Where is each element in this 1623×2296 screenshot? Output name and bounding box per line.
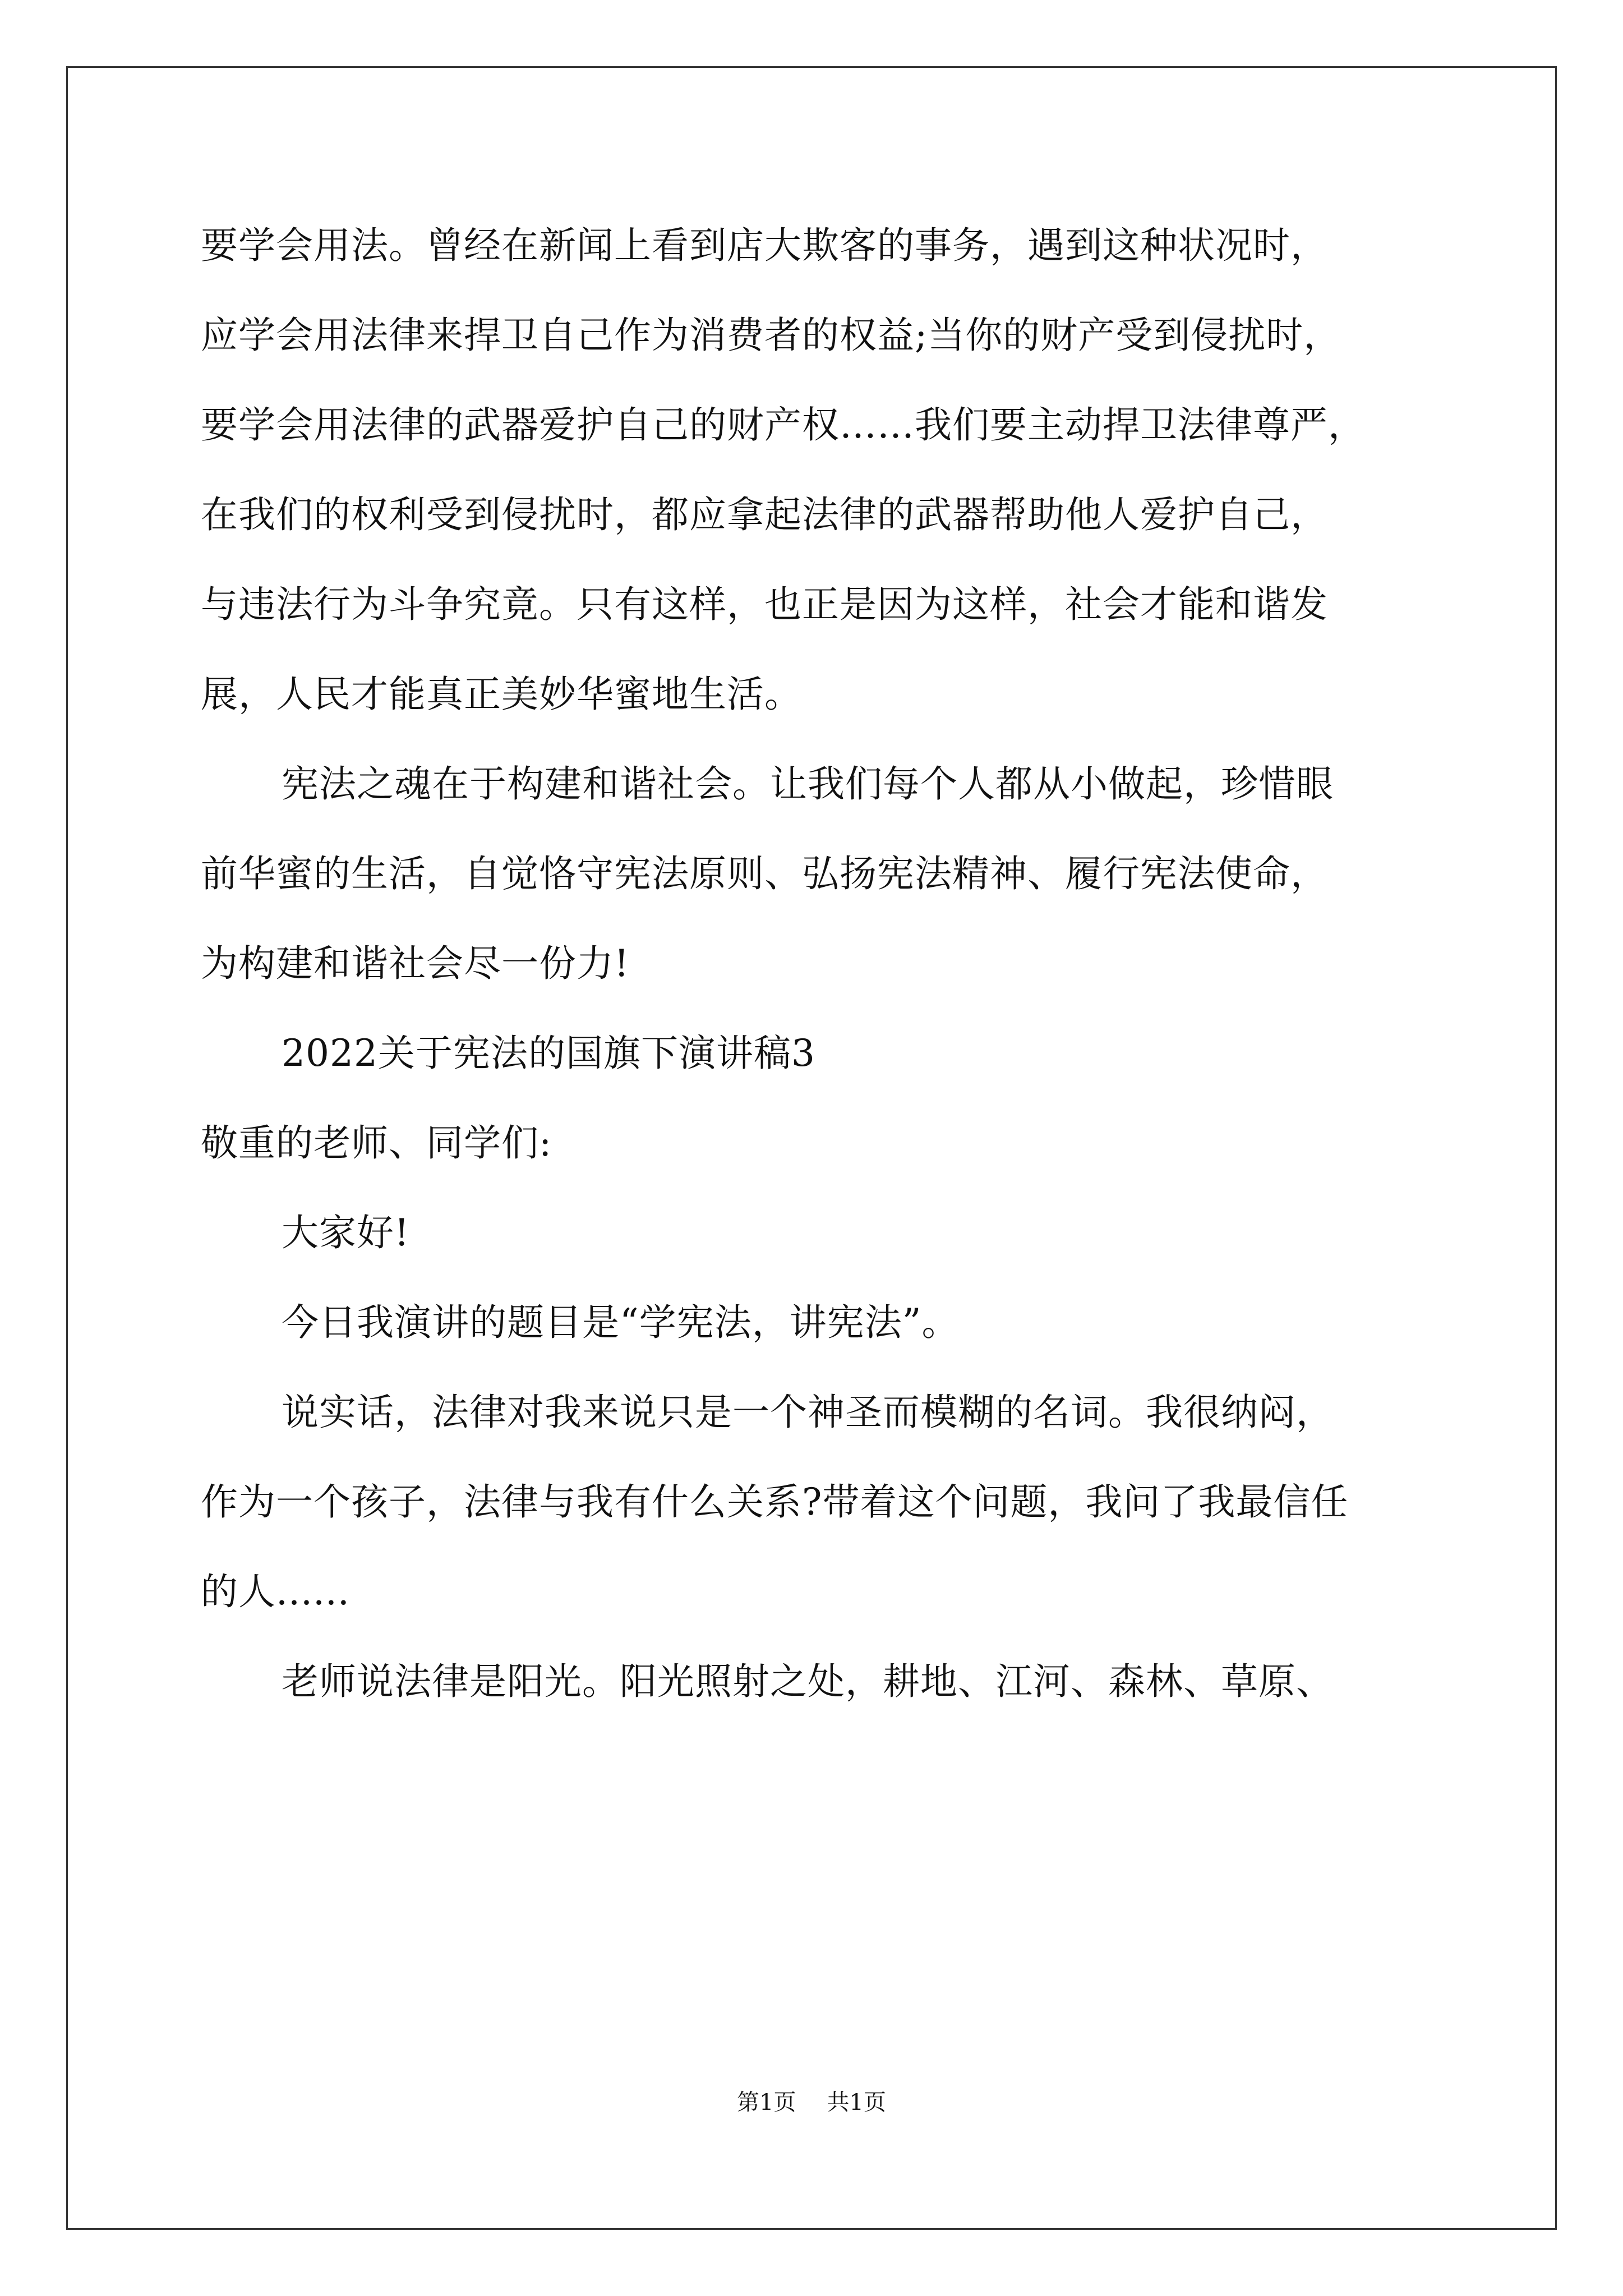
page-number: 第1页 xyxy=(737,2090,796,2115)
body-line-3: 要学会用法律的武器爱护自己的财产权……我们要主动捍卫法律尊严， xyxy=(201,403,1366,447)
body-line-2: 应学会用法律来捍卫自己作为消费者的权益;当你的财产受到侵扰时， xyxy=(201,314,1341,357)
body-line-7: 宪法之魂在于构建和谐社会。让我们每个人都从小做起，珍惜眼 xyxy=(282,762,1334,806)
body-line-9: 为构建和谐社会尽一份力! xyxy=(201,942,630,985)
body-line-13: 今日我演讲的题目是“学宪法，讲宪法”。 xyxy=(282,1301,960,1344)
page-footer xyxy=(0,2088,1623,2116)
body-line-8: 前华蜜的生活，自觉恪守宪法原则、弘扬宪法精神、履行宪法使命， xyxy=(201,852,1328,895)
body-line-17: 老师说法律是阳光。阳光照射之处，耕地、江河、森林、草原、 xyxy=(282,1660,1334,1703)
body-line-4: 在我们的权利受到侵扰时，都应拿起法律的武器帮助他人爱护自己， xyxy=(201,493,1328,536)
greeting: 大家好! xyxy=(282,1211,410,1254)
section-heading: 2022关于宪法的国旗下演讲稿3 xyxy=(282,1032,815,1075)
salutation: 敬重的老师、同学们: xyxy=(201,1121,552,1165)
body-line-14: 说实话，法律对我来说只是一个神圣而模糊的名词。我很纳闷， xyxy=(282,1391,1334,1434)
page-total: 共1页 xyxy=(827,2090,886,2115)
body-line-6: 展，人民才能真正美妙华蜜地生活。 xyxy=(201,673,802,716)
body-line-15: 作为一个孩子，法律与我有什么关系?带着这个问题，我问了我最信任 xyxy=(201,1480,1349,1524)
body-line-1: 要学会用法。曾经在新闻上看到店大欺客的事务，遇到这种状况时， xyxy=(201,224,1328,267)
body-line-5: 与违法行为斗争究竟。只有这样，也正是因为这样，社会才能和谐发 xyxy=(201,583,1328,626)
body-line-16: 的人...... xyxy=(201,1570,350,1613)
